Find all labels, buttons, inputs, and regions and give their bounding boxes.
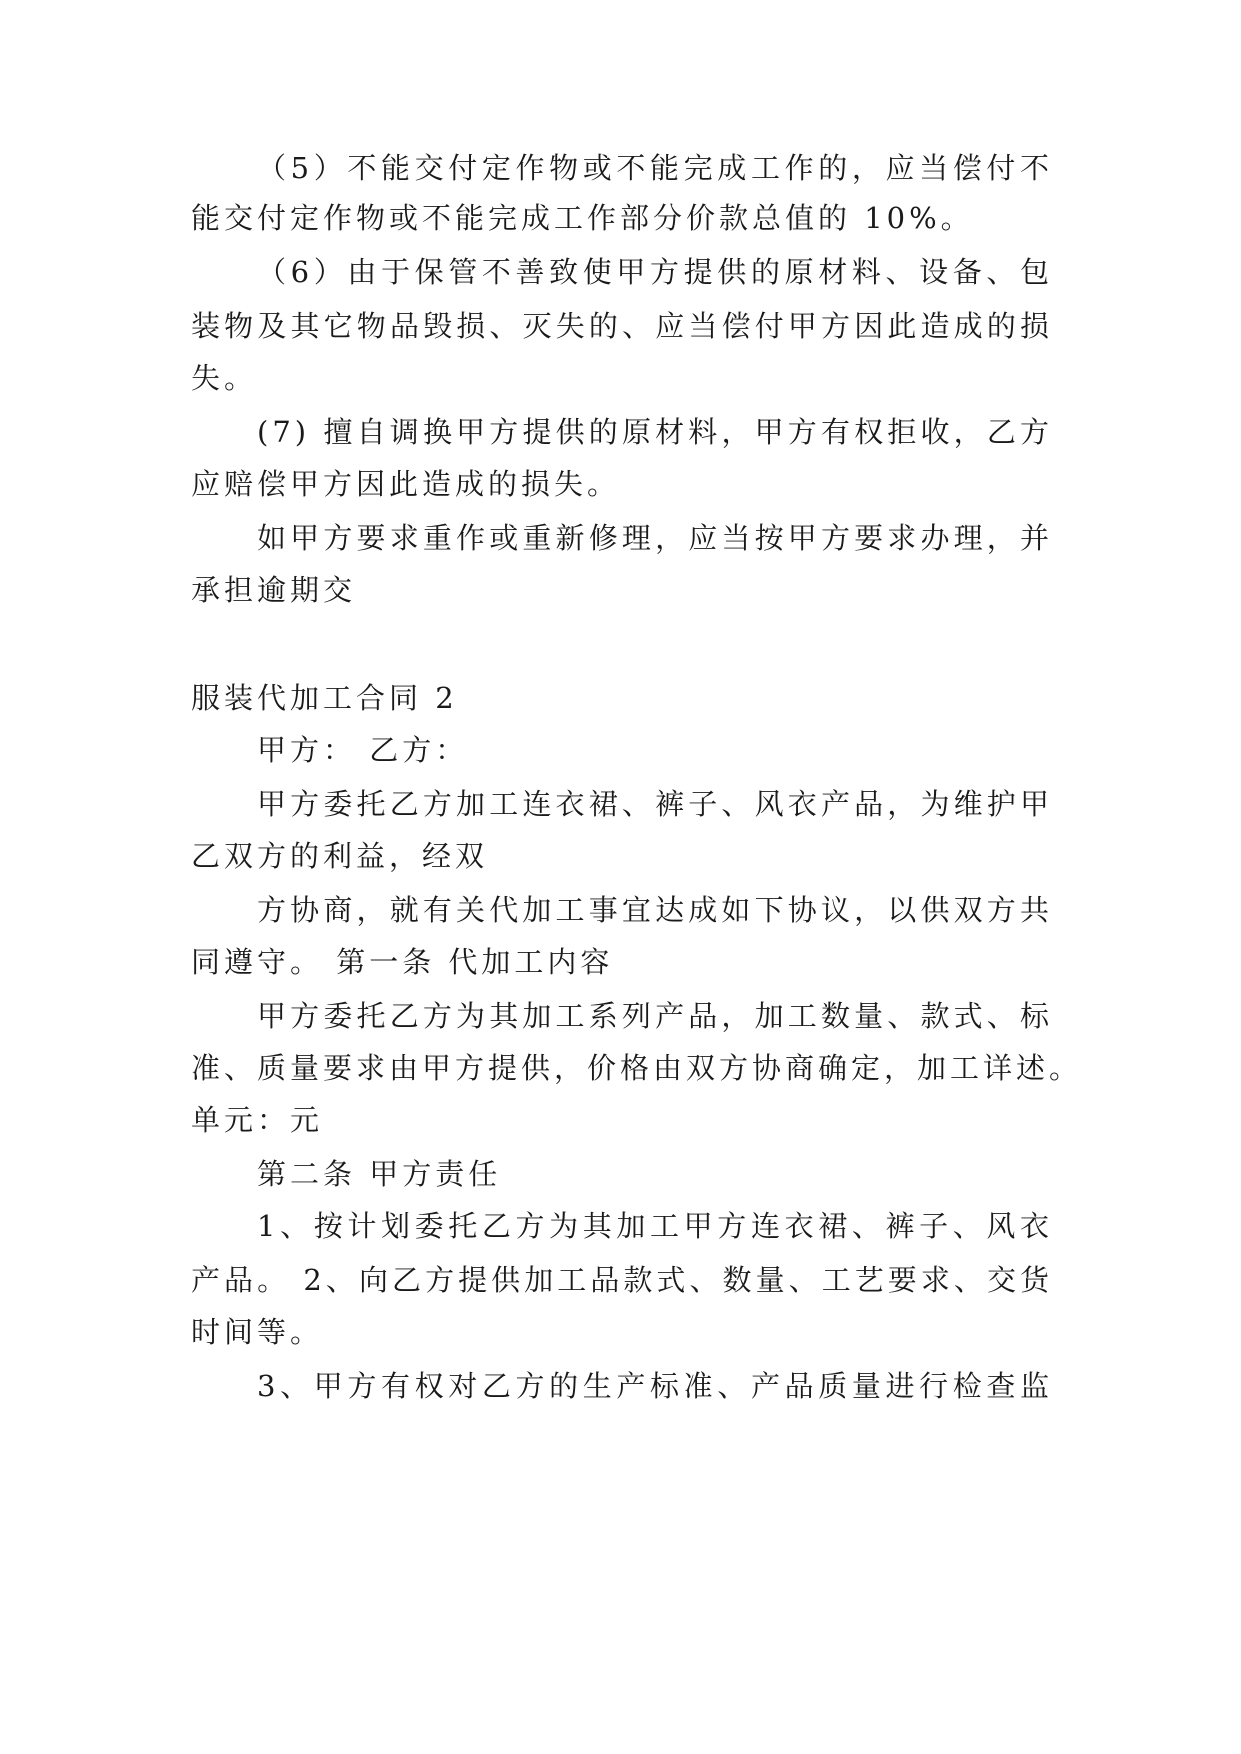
text-line: 如甲方要求重作或重新修理，应当按甲方要求办理，并	[257, 521, 1053, 555]
text-line: 乙双方的利益，经双	[191, 839, 489, 873]
text-line: 承担逾期交	[191, 573, 357, 607]
text-line: 产品。 2、向乙方提供加工品款式、数量、工艺要求、交货	[191, 1263, 1053, 1297]
text-line: 应赔偿甲方因此造成的损失。	[191, 467, 621, 501]
text-line: 甲方委托乙方加工连衣裙、裤子、风衣产品，为维护甲	[257, 787, 1053, 821]
text-line: 3、甲方有权对乙方的生产标准、产品质量进行检查监	[257, 1369, 1053, 1403]
text-line: 准、质量要求由甲方提供，价格由双方协商确定，加工详述。	[191, 1051, 1083, 1085]
text-line: (7) 擅自调换甲方提供的原材料，甲方有权拒收，乙方	[257, 415, 1053, 449]
text-line: 时间等。	[191, 1315, 324, 1349]
text-line: 单元：元	[191, 1103, 324, 1137]
text-line: （5）不能交付定作物或不能完成工作的，应当偿付不	[257, 151, 1053, 185]
text-line: 失。	[191, 361, 258, 395]
text-line: 能交付定作物或不能完成工作部分价款总值的 10%。	[191, 201, 974, 235]
text-line: 方协商，就有关代加工事宜达成如下协议，以供双方共	[257, 893, 1053, 927]
text-line: 甲方： 乙方：	[257, 733, 469, 767]
section-title: 服装代加工合同 2	[191, 681, 458, 715]
text-line: 甲方委托乙方为其加工系列产品，加工数量、款式、标	[257, 999, 1053, 1033]
text-line: 1、按计划委托乙方为其加工甲方连衣裙、裤子、风衣	[257, 1209, 1053, 1243]
text-line: （6）由于保管不善致使甲方提供的原材料、设备、包	[257, 255, 1053, 289]
text-line: 第二条 甲方责任	[257, 1157, 502, 1191]
text-line: 同遵守。 第一条 代加工内容	[191, 945, 614, 979]
text-line: 装物及其它物品毁损、灭失的、应当偿付甲方因此造成的损	[191, 309, 1053, 343]
